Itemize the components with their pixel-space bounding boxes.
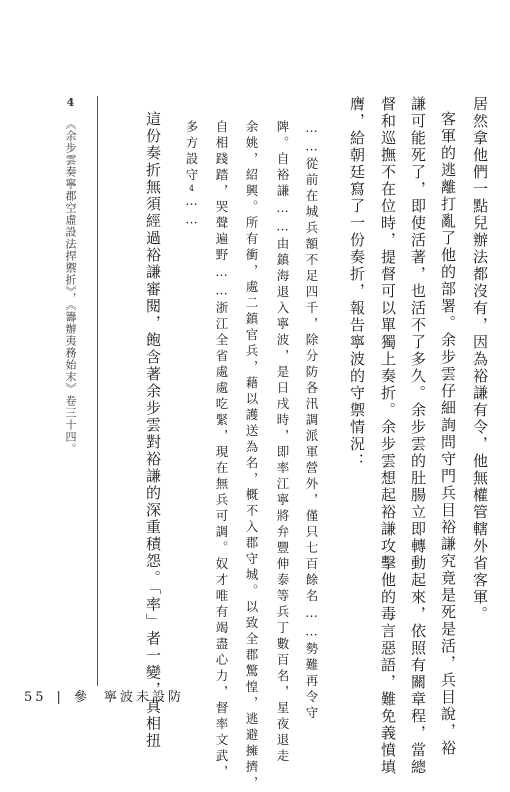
body-column-3: 謙可能死了，即使活著，也活不了多久。余步雲的肚腸立即轉動起來，依照有關章程，當總 [409, 96, 427, 776]
body-column-4: 督和巡撫不在位時，提督可以單獨上奏折。余步雲想起裕謙攻擊他的毒言惡語，難免義憤填 [379, 96, 397, 776]
quote-column-2: 陴。自裕謙……由鎮海退入寧波，是日戌時，即率江寧將弁豐伸泰等兵丁數百名，星夜退走 [275, 120, 290, 765]
quote-column-5 [185, 120, 198, 230]
quote-ellipsis: …… [184, 193, 199, 230]
body-column-after-quote: 這份奏折無須經過裕謙審閱，飽含著余步雲對裕謙的深重積怨。「率」者一變，真相扭 [144, 111, 162, 750]
footer-separator: | [56, 690, 64, 705]
body-column-1: 居然拿他們一點兒辦法都沒有，因為裕謙有令，他無權管轄外省客軍。 [471, 96, 489, 623]
quote-last-line: 多方設守 [184, 120, 199, 184]
quote-column-3: 余姚，紹興。所有衝，處二鎮官兵，藉以護送為名，概不入郡守城。以致全郡驚惶，逃避擁擠， [244, 120, 259, 792]
body-column-2: 客軍的逃離打亂了他的部署。余步雲仔細詢問守門兵目裕謙究竟是死是活，兵目說，裕 [439, 111, 457, 757]
footnote-text: 《余步雲奏寧郡空虛設法捍禦折》，《籌辦夷務始末》卷三十四。 [64, 118, 77, 455]
footnote-number: 4 [64, 96, 77, 109]
chapter-label: 參 [73, 690, 90, 705]
page-footer [24, 690, 184, 706]
footnote-rule [97, 96, 98, 686]
footnote-reference: 4 [187, 184, 196, 193]
body-column-5: 膺，給朝廷寫了一份奏折，報告寧波的守禦情況： [348, 96, 366, 470]
chapter-title: 寧波未設防 [103, 690, 184, 705]
page-number: 55 [24, 690, 47, 705]
quote-column-1: ……從前在城兵額不足四千，除分防各汛調派軍營外，僅只七百餘名……勢難再令守 [304, 120, 319, 722]
quote-column-4: 自相踐踏，哭聲遍野……浙江全省處處吃緊，現在無兵可調。奴才唯有竭盡心力，督率文武， [214, 120, 229, 781]
